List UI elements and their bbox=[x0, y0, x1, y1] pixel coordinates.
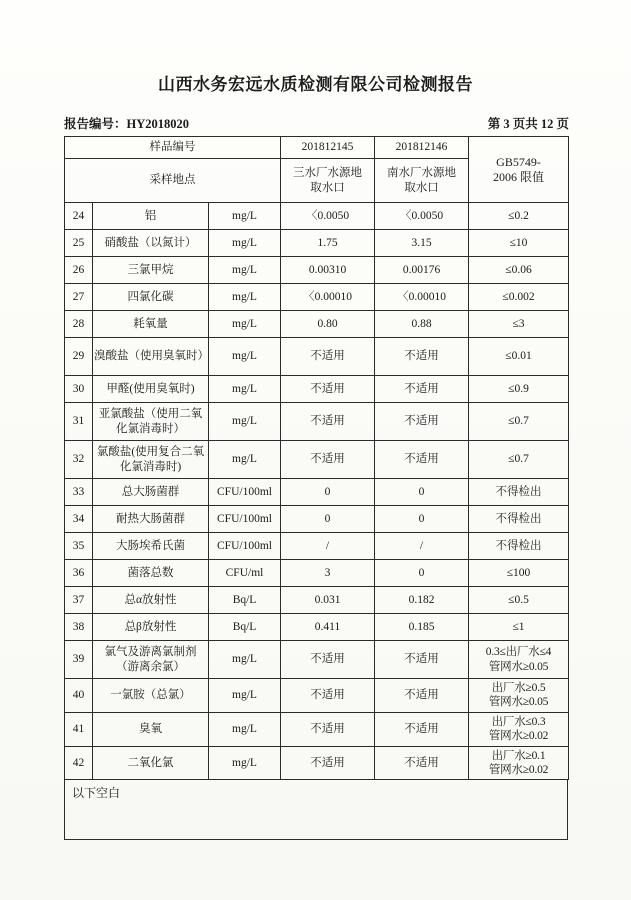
row-limit: ≤0.9 bbox=[469, 376, 569, 403]
header-sample-id-2: 201812146 bbox=[375, 137, 469, 159]
row-value-sample-2: 不适用 bbox=[375, 441, 469, 479]
row-item-name: 二氧化氯 bbox=[93, 746, 209, 780]
row-item-name: 甲醛(使用臭氧时) bbox=[93, 376, 209, 403]
row-limit: ≤0.2 bbox=[469, 203, 569, 230]
header-gb-limit: GB5749- 2006 限值 bbox=[469, 137, 569, 203]
row-item-name: 耐热大肠菌群 bbox=[93, 506, 209, 533]
table-row bbox=[65, 203, 569, 230]
row-item-name: 总α放射性 bbox=[93, 587, 209, 614]
row-value-sample-2: / bbox=[375, 533, 469, 560]
row-value-sample-1: 0.411 bbox=[281, 614, 375, 641]
header-place-1: 三水厂水源地 取水口 bbox=[281, 159, 375, 203]
row-index: 25 bbox=[65, 230, 93, 257]
row-unit: mg/L bbox=[209, 203, 281, 230]
header-place-2: 南水厂水源地 取水口 bbox=[375, 159, 469, 203]
row-item-name: 菌落总数 bbox=[93, 560, 209, 587]
row-value-sample-2: 〈0.0050 bbox=[375, 203, 469, 230]
row-value-sample-1: 0.00310 bbox=[281, 257, 375, 284]
row-item-name: 硝酸盐（以氮计） bbox=[93, 230, 209, 257]
blank-note: 以下空白 bbox=[72, 786, 121, 800]
table-row bbox=[65, 712, 569, 746]
table-row bbox=[65, 311, 569, 338]
row-value-sample-2: 不适用 bbox=[375, 679, 469, 713]
table-row bbox=[65, 614, 569, 641]
row-limit: 出厂水≥0.5 管网水≥0.05 bbox=[469, 679, 569, 713]
row-limit: ≤0.06 bbox=[469, 257, 569, 284]
row-value-sample-2: 不适用 bbox=[375, 641, 469, 679]
row-value-sample-2: 0.185 bbox=[375, 614, 469, 641]
row-value-sample-1: 〈0.0050 bbox=[281, 203, 375, 230]
row-index: 33 bbox=[65, 479, 93, 506]
row-value-sample-2: 〈0.00010 bbox=[375, 284, 469, 311]
row-value-sample-2: 不适用 bbox=[375, 376, 469, 403]
row-index: 39 bbox=[65, 641, 93, 679]
row-value-sample-1: 0.80 bbox=[281, 311, 375, 338]
row-value-sample-2: 0 bbox=[375, 560, 469, 587]
table-row bbox=[65, 403, 569, 441]
row-index: 28 bbox=[65, 311, 93, 338]
row-value-sample-2: 0 bbox=[375, 479, 469, 506]
row-item-name: 大肠埃希氏菌 bbox=[93, 533, 209, 560]
row-value-sample-1: 不适用 bbox=[281, 441, 375, 479]
row-index: 31 bbox=[65, 403, 93, 441]
row-item-name: 铝 bbox=[93, 203, 209, 230]
row-limit: 不得检出 bbox=[469, 479, 569, 506]
row-index: 27 bbox=[65, 284, 93, 311]
row-value-sample-1: 不适用 bbox=[281, 679, 375, 713]
table-row bbox=[65, 338, 569, 376]
row-unit: mg/L bbox=[209, 712, 281, 746]
row-index: 36 bbox=[65, 560, 93, 587]
row-unit: CFU/100ml bbox=[209, 533, 281, 560]
row-unit: Bq/L bbox=[209, 587, 281, 614]
row-limit: ≤1 bbox=[469, 614, 569, 641]
row-limit: 不得检出 bbox=[469, 533, 569, 560]
row-unit: CFU/100ml bbox=[209, 479, 281, 506]
row-value-sample-2: 3.15 bbox=[375, 230, 469, 257]
row-index: 38 bbox=[65, 614, 93, 641]
row-limit: ≤0.002 bbox=[469, 284, 569, 311]
table-row bbox=[65, 746, 569, 780]
row-limit: ≤0.7 bbox=[469, 403, 569, 441]
row-value-sample-1: 不适用 bbox=[281, 712, 375, 746]
table-row bbox=[65, 284, 569, 311]
row-value-sample-1: 1.75 bbox=[281, 230, 375, 257]
row-value-sample-1: 3 bbox=[281, 560, 375, 587]
row-unit: mg/L bbox=[209, 338, 281, 376]
row-limit: ≤0.5 bbox=[469, 587, 569, 614]
row-index: 35 bbox=[65, 533, 93, 560]
table-row bbox=[65, 506, 569, 533]
row-unit: mg/L bbox=[209, 641, 281, 679]
table-row bbox=[65, 560, 569, 587]
row-value-sample-1: 不适用 bbox=[281, 403, 375, 441]
table-row bbox=[65, 587, 569, 614]
row-unit: mg/L bbox=[209, 284, 281, 311]
row-value-sample-1: 0.031 bbox=[281, 587, 375, 614]
row-unit: mg/L bbox=[209, 257, 281, 284]
header-sample-no: 样品编号 bbox=[65, 137, 281, 159]
row-value-sample-2: 0.00176 bbox=[375, 257, 469, 284]
row-value-sample-2: 0 bbox=[375, 506, 469, 533]
row-value-sample-2: 不适用 bbox=[375, 338, 469, 376]
row-value-sample-1: 不适用 bbox=[281, 746, 375, 780]
report-number: 报告编号：HY2018020 bbox=[64, 117, 190, 131]
row-item-name: 氯气及游离氯制剂（游离余氯） bbox=[93, 641, 209, 679]
row-unit: mg/L bbox=[209, 376, 281, 403]
table-row bbox=[65, 679, 569, 713]
row-unit: mg/L bbox=[209, 403, 281, 441]
row-unit: CFU/100ml bbox=[209, 506, 281, 533]
row-index: 30 bbox=[65, 376, 93, 403]
page-title: 山西水务宏远水质检测有限公司检测报告 bbox=[158, 75, 473, 94]
row-value-sample-1: / bbox=[281, 533, 375, 560]
row-item-name: 亚氯酸盐（使用二氧化氯消毒时） bbox=[93, 403, 209, 441]
row-unit: mg/L bbox=[209, 311, 281, 338]
row-index: 41 bbox=[65, 712, 93, 746]
row-value-sample-2: 0.182 bbox=[375, 587, 469, 614]
blank-area-box bbox=[64, 780, 568, 840]
row-index: 24 bbox=[65, 203, 93, 230]
row-item-name: 总大肠菌群 bbox=[93, 479, 209, 506]
table-row bbox=[65, 641, 569, 679]
row-value-sample-1: 不适用 bbox=[281, 338, 375, 376]
row-unit: mg/L bbox=[209, 679, 281, 713]
row-item-name: 四氯化碳 bbox=[93, 284, 209, 311]
row-index: 34 bbox=[65, 506, 93, 533]
row-limit: ≤3 bbox=[469, 311, 569, 338]
row-value-sample-2: 不适用 bbox=[375, 403, 469, 441]
row-unit: mg/L bbox=[209, 746, 281, 780]
row-limit: 出厂水≤0.3 管网水≥0.02 bbox=[469, 712, 569, 746]
row-item-name: 总β放射性 bbox=[93, 614, 209, 641]
row-index: 26 bbox=[65, 257, 93, 284]
row-limit: 不得检出 bbox=[469, 506, 569, 533]
row-value-sample-1: 〈0.00010 bbox=[281, 284, 375, 311]
row-item-name: 臭氧 bbox=[93, 712, 209, 746]
row-limit: 0.3≤出厂水≤4 管网水≥0.05 bbox=[469, 641, 569, 679]
row-limit: ≤0.01 bbox=[469, 338, 569, 376]
table-row bbox=[65, 376, 569, 403]
row-unit: mg/L bbox=[209, 441, 281, 479]
table-row bbox=[65, 479, 569, 506]
header-sample-place: 采样地点 bbox=[65, 159, 281, 203]
row-unit: mg/L bbox=[209, 230, 281, 257]
header-sample-id-1: 201812145 bbox=[281, 137, 375, 159]
row-limit: ≤100 bbox=[469, 560, 569, 587]
row-value-sample-2: 不适用 bbox=[375, 712, 469, 746]
row-item-name: 耗氧量 bbox=[93, 311, 209, 338]
water-quality-table bbox=[64, 136, 569, 780]
table-row bbox=[65, 533, 569, 560]
row-item-name: 一氯胺（总氯） bbox=[93, 679, 209, 713]
row-index: 40 bbox=[65, 679, 93, 713]
row-value-sample-2: 不适用 bbox=[375, 746, 469, 780]
row-limit: 出厂水≥0.1 管网水≥0.02 bbox=[469, 746, 569, 780]
row-unit: Bq/L bbox=[209, 614, 281, 641]
row-index: 42 bbox=[65, 746, 93, 780]
row-index: 37 bbox=[65, 587, 93, 614]
row-limit: ≤0.7 bbox=[469, 441, 569, 479]
row-limit: ≤10 bbox=[469, 230, 569, 257]
row-unit: CFU/ml bbox=[209, 560, 281, 587]
row-value-sample-2: 0.88 bbox=[375, 311, 469, 338]
table-header-sample-row bbox=[65, 137, 569, 159]
table-row bbox=[65, 441, 569, 479]
row-item-name: 溴酸盐（使用臭氧时） bbox=[93, 338, 209, 376]
row-value-sample-1: 不适用 bbox=[281, 376, 375, 403]
row-value-sample-1: 0 bbox=[281, 479, 375, 506]
row-index: 29 bbox=[65, 338, 93, 376]
table-row bbox=[65, 230, 569, 257]
row-index: 32 bbox=[65, 441, 93, 479]
row-item-name: 三氯甲烷 bbox=[93, 257, 209, 284]
row-value-sample-1: 0 bbox=[281, 506, 375, 533]
row-item-name: 氯酸盐(使用复合二氧化氯消毒时) bbox=[93, 441, 209, 479]
page-number: 第 3 页共 12 页 bbox=[487, 117, 569, 131]
row-value-sample-1: 不适用 bbox=[281, 641, 375, 679]
table-row bbox=[65, 257, 569, 284]
